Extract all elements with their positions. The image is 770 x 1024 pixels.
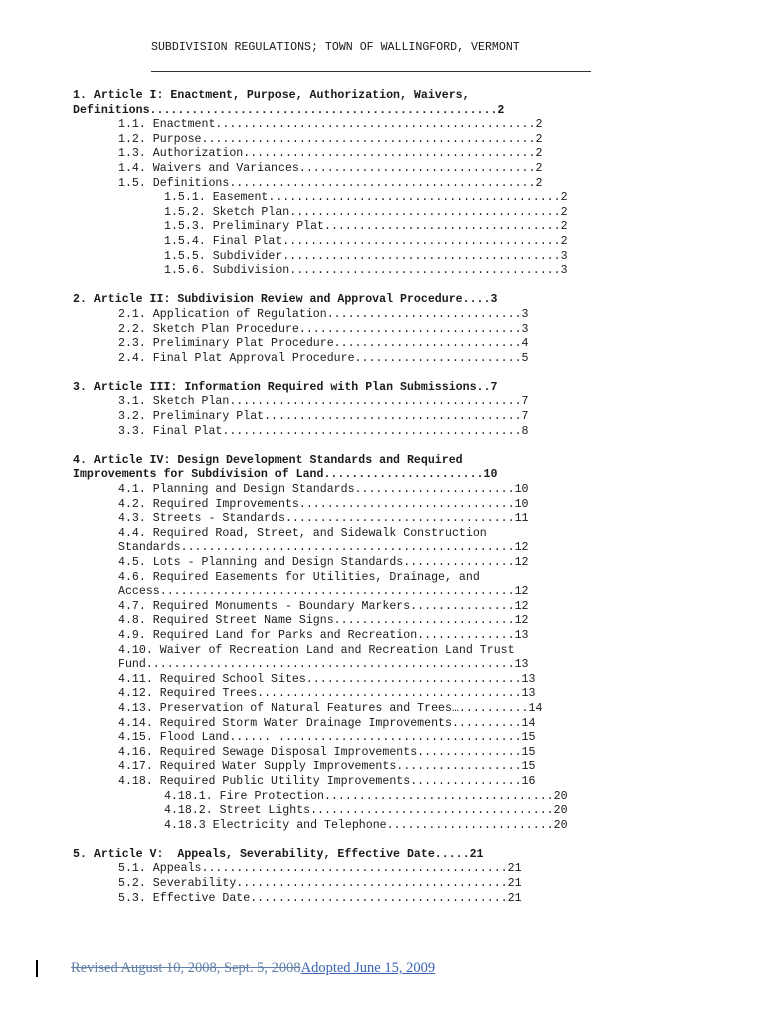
toc-line: 4.7. Required Monuments - Boundary Markers...............12 bbox=[118, 599, 529, 613]
table-of-contents bbox=[73, 89, 633, 906]
toc-line: 3. Article III: Information Required with Plan Submissions..7 bbox=[73, 380, 498, 394]
toc-section-entry bbox=[73, 162, 633, 177]
toc-subsection-entry bbox=[73, 804, 633, 819]
toc-section-entry bbox=[73, 337, 633, 352]
toc-line: 3.1. Sketch Plan..........................................7 bbox=[118, 395, 529, 409]
toc-line: 1.5. Definitions............................................2 bbox=[118, 176, 543, 190]
toc-line: 4. Article IV: Design Development Standards and Required bbox=[73, 453, 463, 467]
toc-section-entry bbox=[73, 410, 633, 425]
section-spacer bbox=[73, 279, 633, 294]
toc-section-entry bbox=[73, 862, 633, 877]
toc-line: 4.14. Required Storm Water Drainage Improvements..........14 bbox=[118, 716, 536, 730]
toc-line: 4.3. Streets - Standards.................................11 bbox=[118, 512, 529, 526]
toc-line: 4.12. Required Trees......................................13 bbox=[118, 687, 536, 701]
toc-line: 1.5.1. Easement..........................................2 bbox=[164, 191, 568, 205]
toc-section-entry bbox=[73, 877, 633, 892]
toc-line: 5.1. Appeals............................................21 bbox=[118, 862, 522, 876]
toc-line: 4.18.3 Electricity and Telephone........................20 bbox=[164, 818, 568, 832]
toc-line: 4.18. Required Public Utility Improvements................16 bbox=[118, 774, 536, 788]
toc-section-entry bbox=[73, 644, 633, 673]
toc-line: 1.5.2. Sketch Plan.......................................2 bbox=[164, 205, 568, 219]
toc-article-heading bbox=[73, 89, 633, 118]
toc-line: 4.2. Required Improvements...............................10 bbox=[118, 497, 529, 511]
revision-footer bbox=[36, 960, 435, 977]
toc-line: 4.4. Required Road, Street, and Sidewalk Construction bbox=[118, 526, 487, 540]
toc-section-entry bbox=[73, 746, 633, 761]
toc-line: Improvements for Subdivision of Land.......................10 bbox=[73, 468, 498, 482]
document-title: SUBDIVISION REGULATIONS; TOWN OF WALLINGFORD, VERMONT bbox=[151, 41, 520, 54]
toc-section-entry bbox=[73, 133, 633, 148]
toc-line: 4.9. Required Land for Parks and Recreation..............13 bbox=[118, 628, 529, 642]
toc-line: 1.5.4. Final Plat........................................2 bbox=[164, 234, 568, 248]
toc-section-entry bbox=[73, 614, 633, 629]
toc-section-entry bbox=[73, 352, 633, 367]
toc-subsection-entry bbox=[73, 790, 633, 805]
toc-line: 1.5.5. Subdivider........................................3 bbox=[164, 249, 568, 263]
toc-section-entry bbox=[73, 892, 633, 907]
toc-article-heading bbox=[73, 381, 633, 396]
toc-section-entry bbox=[73, 717, 633, 732]
toc-line: 1.2. Purpose................................................2 bbox=[118, 132, 543, 146]
toc-line: 4.10. Waiver of Recreation Land and Recreation Land Trust bbox=[118, 643, 515, 657]
toc-subsection-entry bbox=[73, 819, 633, 834]
toc-section-entry bbox=[73, 498, 633, 513]
toc-section-entry bbox=[73, 702, 633, 717]
inserted-adoption-text: Adopted June 15, 2009 bbox=[300, 960, 436, 976]
toc-section-entry bbox=[73, 673, 633, 688]
toc-line: 5. Article V: Appeals, Severability, Effective Date.....21 bbox=[73, 847, 484, 861]
toc-line: 4.17. Required Water Supply Improvements..................15 bbox=[118, 760, 536, 774]
toc-line: 2.1. Application of Regulation............................3 bbox=[118, 307, 529, 321]
toc-line: 3.3. Final Plat...........................................8 bbox=[118, 424, 529, 438]
section-spacer bbox=[73, 833, 633, 848]
toc-section-entry bbox=[73, 512, 633, 527]
toc-line: 4.11. Required School Sites...............................13 bbox=[118, 672, 536, 686]
toc-section-entry bbox=[73, 177, 633, 192]
toc-line: 4.15. Flood Land...... ...................................15 bbox=[118, 731, 536, 745]
toc-line: 4.5. Lots - Planning and Design Standards................12 bbox=[118, 556, 529, 569]
toc-article-heading bbox=[73, 848, 633, 863]
toc-line: 2.2. Sketch Plan Procedure................................3 bbox=[118, 322, 529, 336]
toc-line: 1.5.3. Preliminary Plat..................................2 bbox=[164, 220, 568, 234]
change-bar bbox=[36, 960, 38, 977]
toc-section-entry bbox=[73, 483, 633, 498]
section-spacer bbox=[73, 439, 633, 454]
toc-line: 4.1. Planning and Design Standards.......................10 bbox=[118, 483, 529, 497]
toc-section-entry bbox=[73, 395, 633, 410]
toc-line: 4.18.1. Fire Protection.................................20 bbox=[164, 789, 568, 803]
toc-article-heading bbox=[73, 293, 633, 308]
toc-section-entry bbox=[73, 425, 633, 440]
toc-subsection-entry bbox=[73, 206, 633, 221]
toc-subsection-entry bbox=[73, 264, 633, 279]
deleted-revision-text: Revised August 10, 2008, Sept. 5, 2008 bbox=[71, 960, 301, 976]
toc-section-entry bbox=[73, 556, 633, 571]
toc-section-entry bbox=[73, 323, 633, 338]
toc-section-entry bbox=[73, 775, 633, 790]
toc-subsection-entry bbox=[73, 220, 633, 235]
toc-line: Definitions..................................................2 bbox=[73, 103, 505, 117]
toc-section-entry bbox=[73, 600, 633, 615]
toc-line: 4.13. Preservation of Natural Features and Trees…..........14 bbox=[118, 701, 543, 715]
section-spacer bbox=[73, 366, 633, 381]
toc-line: 4.6. Required Easements for Utilities, Drainage, and bbox=[118, 570, 480, 584]
toc-section-entry bbox=[73, 147, 633, 162]
toc-line: 2.4. Final Plat Approval Procedure........................5 bbox=[118, 351, 529, 365]
title-underline bbox=[151, 71, 591, 72]
toc-section-entry bbox=[73, 118, 633, 133]
toc-section-entry bbox=[73, 760, 633, 775]
toc-line: Standards................................................12 bbox=[118, 541, 529, 555]
toc-subsection-entry bbox=[73, 191, 633, 206]
toc-line: 5.2. Severability.......................................21 bbox=[118, 877, 522, 891]
toc-line: 4.18.2. Street Lights...................................20 bbox=[164, 804, 568, 818]
toc-article-heading bbox=[73, 454, 633, 483]
toc-section-entry bbox=[73, 687, 633, 702]
toc-line: 3.2. Preliminary Plat.....................................7 bbox=[118, 410, 529, 424]
toc-line: 4.16. Required Sewage Disposal Improvements...............15 bbox=[118, 745, 536, 759]
toc-section-entry bbox=[73, 731, 633, 746]
toc-section-entry bbox=[73, 308, 633, 323]
toc-section-entry bbox=[73, 571, 633, 600]
toc-line: 1.1. Enactment..............................................2 bbox=[118, 118, 543, 132]
toc-line: 1.4. Waivers and Variances..................................2 bbox=[118, 161, 543, 175]
toc-line: Access...................................................12 bbox=[118, 585, 529, 599]
toc-subsection-entry bbox=[73, 250, 633, 265]
toc-line: Fund.....................................................13 bbox=[118, 658, 529, 672]
toc-section-entry bbox=[73, 629, 633, 644]
toc-line: 4.8. Required Street Name Signs..........................12 bbox=[118, 614, 529, 628]
toc-line: 2. Article II: Subdivision Review and Approval Procedure....3 bbox=[73, 293, 498, 307]
toc-subsection-entry bbox=[73, 235, 633, 250]
toc-line: 1.3. Authorization..........................................2 bbox=[118, 147, 543, 161]
toc-section-entry bbox=[73, 527, 633, 556]
toc-line: 1. Article I: Enactment, Purpose, Authorization, Waivers, bbox=[73, 89, 470, 102]
toc-line: 1.5.6. Subdivision.......................................3 bbox=[164, 264, 568, 278]
toc-line: 5.3. Effective Date.....................................21 bbox=[118, 891, 522, 905]
toc-line: 2.3. Preliminary Plat Procedure...........................4 bbox=[118, 337, 529, 351]
